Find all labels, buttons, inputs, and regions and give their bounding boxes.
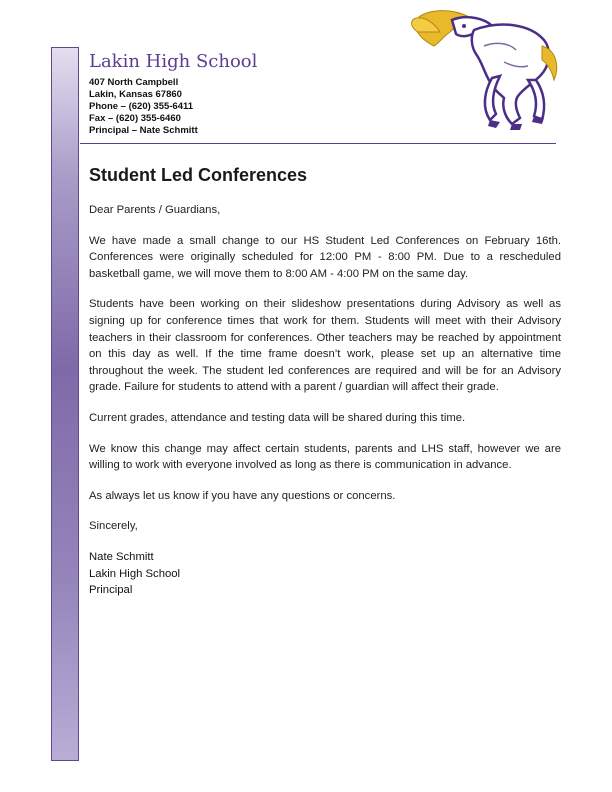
signature-name: Nate Schmitt	[89, 550, 154, 563]
paragraph-schedule-change: We have made a small change to our HS Student Led Conferences on February 16th. Conferences were originally scheduled for 12:00 PM - 8:00 PM. Due to a rescheduled basketball game, we will move them to 8:00 AM - 4:00 PM on the same day.	[89, 234, 561, 280]
letterhead	[89, 51, 257, 137]
paragraph-advisory-details: Students have been working on their slideshow presentations during Advisory as well as signing up for conference times that work for them. Students will meet with their Advisory teachers in their classroom for conferences. Other teachers may be reached by appointment on this day as well. If the time frame doesn’t work, please set up an alternative time throughout the week. The student led conferences are required and will be for an Advisory grade. Failure for students to attend with a parent / guardian will affect their grade.	[89, 298, 561, 394]
principal-line: Principal – Nate Schmitt	[89, 125, 198, 136]
letter-title: Student Led Conferences	[89, 165, 308, 185]
signature-title: Principal	[89, 584, 133, 597]
letter-body	[89, 158, 561, 599]
paragraph-communication: We know this change may affect certain students, parents and LHS staff, however we are willing to work with everyone involved as long as there is communication in advance.	[89, 442, 561, 472]
fax-line: Fax – (620) 355-6460	[89, 113, 181, 124]
signature-school: Lakin High School	[89, 567, 181, 580]
address-street: 407 North Campbell	[89, 77, 179, 88]
header-divider	[80, 143, 556, 144]
paragraph-data-shared: Current grades, attendance and testing data will be shared during this time.	[89, 411, 466, 424]
mustang-horse-mascot-icon	[404, 6, 564, 134]
decorative-side-bar	[51, 47, 79, 761]
address-city: Lakin, Kansas 67860	[89, 89, 182, 100]
salutation: Dear Parents / Guardians,	[89, 204, 221, 216]
closing: Sincerely,	[89, 520, 138, 533]
school-name: Lakin High School	[89, 51, 258, 72]
phone-line: Phone – (620) 355-6411	[89, 101, 194, 112]
paragraph-questions: As always let us know if you have any questions or concerns.	[89, 489, 396, 502]
